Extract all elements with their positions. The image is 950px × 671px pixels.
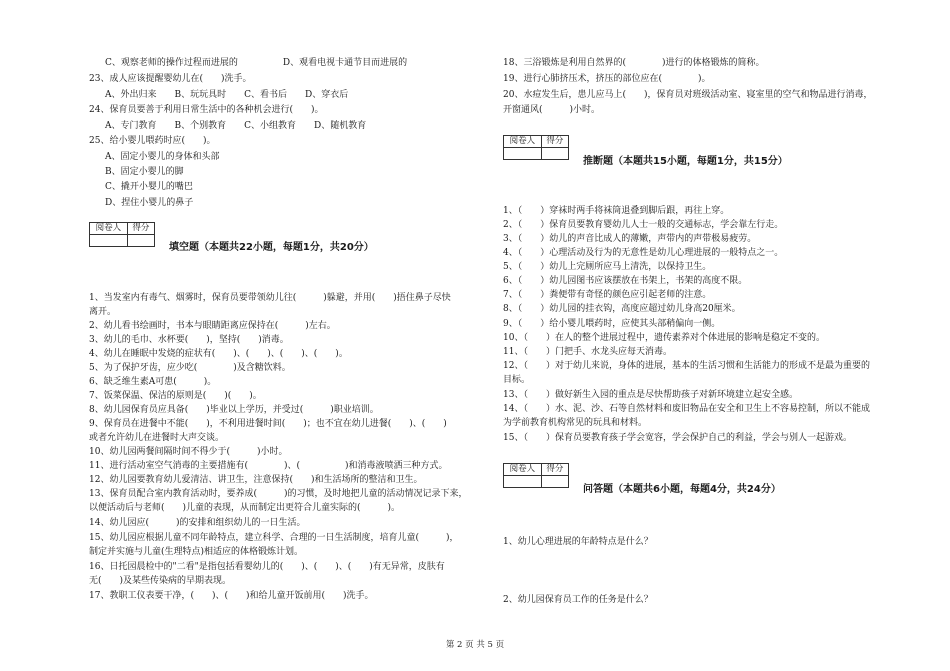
text-line: 24、保育员要善于利用日常生活中的各种机会进行( )。 <box>89 105 324 115</box>
page-footer: 第 2 页 共 5 页 <box>445 640 505 650</box>
text-line: 2、幼儿园保育员工作的任务是什么？ <box>503 595 653 605</box>
text-line: 1、当发室内有毒气、烟雾时，保育员要带领幼儿往( )躲避，并用( )捂住鼻子尽快 <box>89 293 451 303</box>
score-label: 得分 <box>541 464 568 476</box>
text-line: 25、给小婴儿喂药时应( )。 <box>89 136 216 146</box>
text-line: 9、保育员在进餐中不能( )，不利用进餐时间( )；也不宜在幼儿进餐( )、( ) <box>89 419 447 429</box>
text-line: A、外出归来 B、玩玩具时 C、看书后 D、穿衣后 <box>105 90 349 100</box>
text-line: 13、（ ）做好新生入园的重点是尽快帮助孩子对新环境建立起安全感。 <box>503 390 798 400</box>
score-table <box>89 222 155 247</box>
text-line: 10、幼儿园两餐间隔时间不得少于( )小时。 <box>89 447 288 457</box>
grader-cell <box>90 235 128 247</box>
text-line: C、撬开小婴儿的嘴巴 <box>105 182 193 192</box>
text-line: 离开。 <box>89 307 117 317</box>
text-line: 14、（ ）水、泥、沙、石等自然材料和废旧物品在安全和卫生上不容易控制，所以不能成 <box>503 404 870 414</box>
text-line: 14、幼儿园应( )的安排和组织幼儿的一日生活。 <box>89 518 306 528</box>
text-line: 为学前教育机构常见的玩具和材料。 <box>503 418 648 428</box>
score-table <box>503 463 569 488</box>
text-line: D、捏住小婴儿的鼻子 <box>105 198 194 208</box>
score-label: 得分 <box>127 223 154 235</box>
grader-label: 阅卷人 <box>504 136 542 148</box>
grader-cell <box>504 148 542 160</box>
score-cell <box>541 148 568 160</box>
text-line: A、专门教育 B、个别教育 C、小组教育 D、随机教育 <box>105 121 367 131</box>
text-line: 无( )及某些传染病的早期表现。 <box>89 576 232 586</box>
grader-label: 阅卷人 <box>90 223 128 235</box>
grader-label: 阅卷人 <box>504 464 542 476</box>
text-line: 16、日托园晨检中的"二看"是指包括看婴幼儿的( )、( )、( )有无异常，皮肤有 <box>89 562 445 572</box>
text-line: 2、（ ）保育员要教育婴幼儿人士一般的交通标志，学会靠左行走。 <box>503 220 784 230</box>
text-line: 12、幼儿园要教育幼儿爱清洁、讲卫生，注意保持( )和生活场所的整洁和卫生。 <box>89 475 423 485</box>
text-line: 19、进行心肺挤压术，挤压的部位应在( )。 <box>503 74 711 84</box>
text-line: 12、（ ）对于幼儿来说，身体的进展，基本的生活习惯和生活能力的形成不是最为重要的 <box>503 361 870 371</box>
text-line: 15、幼儿园应根据儿童不同年龄特点，建立科学、合理的一日生活制度，培育儿童( )， <box>89 533 459 543</box>
text-line: 17、教职工仪表要干净，( )、( )和给儿童开饭前用( )洗手。 <box>89 591 374 601</box>
text-line: 7、饭菜保温、保洁的原则是( )( )。 <box>89 391 262 401</box>
text-line: 4、（ ）心理活动及行为的无意性是幼儿心理进展的一般特点之一。 <box>503 248 784 258</box>
text-line: 3、幼儿的毛巾、水杯要( )，坚持( )消毒。 <box>89 335 289 345</box>
text-line: 或者允许幼儿在进餐时大声交谈。 <box>89 433 225 443</box>
text-line: 10、（ ）在人的整个进展过程中，遗传素养对个体进展的影响是稳定不变的。 <box>503 333 825 343</box>
text-line: 制定并实施与儿童(生理特点)相适应的体格锻炼计划。 <box>89 547 304 557</box>
score-cell <box>127 235 154 247</box>
text-line: 5、为了保护牙齿，应少吃( )及含糖饮料。 <box>89 363 291 373</box>
text-line: 18、三浴锻炼是利用自然界的( )进行的体格锻炼的简称。 <box>503 58 765 68</box>
section-title-qa: 问答题（本题共6小题，每题4分，共24分） <box>583 484 781 495</box>
text-line: 1、（ ）穿袜时两手将袜筒退叠到脚后跟，再往上穿。 <box>503 206 730 216</box>
text-line: 5、（ ）幼儿上完厕所应马上清洗，以保持卫生。 <box>503 262 712 272</box>
text-line: 目标。 <box>503 375 531 385</box>
text-line: C、观察老师的操作过程而进展的 D、观看电视卡通节目而进展的 <box>105 58 408 68</box>
text-line: 11、（ ）门把手、水龙头应每天消毒。 <box>503 347 672 357</box>
text-line: 7、（ ）粪便带有奇怪的颜色应引起老师的注意。 <box>503 290 712 300</box>
text-line: 20、水痘发生后，患儿应马上( )，保育员对班级活动室、寝室里的空气和物品进行消毒， <box>503 90 873 100</box>
text-line: 8、幼儿园保育员应具备( )毕业以上学历，并受过( )职业培训。 <box>89 405 379 415</box>
score-table <box>503 135 569 160</box>
text-line: 15、（ ）保育员要教育孩子学会宽容，学会保护自己的利益，学会与别人一起游戏。 <box>503 433 852 443</box>
score-cell <box>541 476 568 488</box>
text-line: B、固定小婴儿的脚 <box>105 167 184 177</box>
text-line: 9、（ ）给小婴儿喂药时，应使其头部稍偏向一侧。 <box>503 319 721 329</box>
text-line: 13、保育员配合室内教育活动时，要养成( )的习惯，及时地把儿童的活动情况记录下来， <box>89 489 468 499</box>
section-title-fill: 填空题（本题共22小题，每题1分，共20分） <box>169 242 374 253</box>
text-line: 2、幼儿看书绘画时，书本与眼睛距离应保持在( )左右。 <box>89 321 336 331</box>
text-line: 4、幼儿在睡眠中发烧的症状有( )、( )、( )、( )。 <box>89 349 348 359</box>
text-line: 开窗通风( )小时。 <box>503 105 601 115</box>
text-line: 23、成人应该提醒婴幼儿在( )洗手。 <box>89 74 252 84</box>
score-label: 得分 <box>541 136 568 148</box>
text-line: 11、进行活动室空气消毒的主要措施有( )、( )和消毒液喷洒三种方式。 <box>89 461 448 471</box>
text-line: A、固定小婴儿的身体和头部 <box>105 152 220 162</box>
text-line: 8、（ ）幼儿园的挂衣钩，高度应超过幼儿身高20厘米。 <box>503 304 741 314</box>
section-title-judge: 推断题（本题共15小题，每题1分，共15分） <box>583 156 788 167</box>
text-line: 6、缺乏维生素A可患( )。 <box>89 377 217 387</box>
text-line: 以便活动后与老师( )儿童的表现，从而制定出更符合儿童实际的( )。 <box>89 503 401 513</box>
text-line: 3、（ ）幼儿的声音比成人的薄嫩，声带内的声带极易疲劳。 <box>503 234 757 244</box>
text-line: 6、（ ）幼儿园图书应该摆放在书架上，书架的高度不限。 <box>503 276 748 286</box>
grader-cell <box>504 476 542 488</box>
text-line: 1、幼儿心理进展的年龄特点是什么？ <box>503 537 653 547</box>
